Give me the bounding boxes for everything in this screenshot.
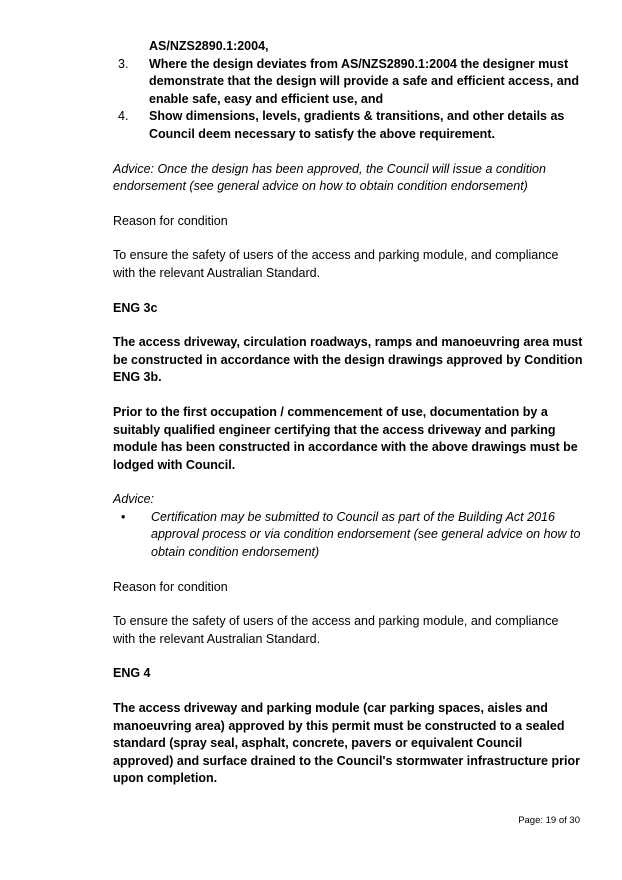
advice-paragraph: Advice: Once the design has been approved, the Council will issue a condition endorsement (see general advice on how to obtain condition endorsement)	[113, 161, 546, 194]
advice-label: Advice:	[113, 492, 154, 507]
list-number: 4.	[118, 109, 129, 124]
page-number: Page: 19 of 30	[518, 815, 580, 826]
list-item-3	[113, 56, 583, 109]
reason-heading: Reason for condition	[113, 579, 228, 594]
section-heading-eng3c: ENG 3c	[113, 300, 158, 315]
list-continuation: AS/NZS2890.1:2004,	[149, 39, 269, 53]
bullet-icon: •	[121, 509, 126, 524]
reason-text: To ensure the safety of users of the access and parking module, and compliance with the relevant Australian Standard.	[113, 248, 559, 280]
advice-bullet-text: Certification may be submitted to Council as part of the Building Act 2016 approval process or via condition endorsement (see general advice on how to obtain condition endorsement)	[151, 509, 581, 560]
list-text: Show dimensions, levels, gradients & transitions, and other details as Council deem necessary to satisfy the above requirement.	[149, 109, 565, 141]
eng4-paragraph: The access driveway and parking module (car parking spaces, aisles and manoeuvring area) approved by this permit must be constructed to a sealed standard (spray seal, asphalt, concrete, pavers or equivalent Council approved) and surface drained to the Council's stormwater infrastructure prior upon completion.	[113, 701, 580, 786]
list-number: 3.	[118, 56, 129, 71]
list-item-4	[113, 108, 583, 143]
eng3c-paragraph-2: Prior to the first occupation / commencement of use, documentation by a suitably qualified engineer certifying that the access driveway and parking module has been constructed in accordance with the above drawings must be lodged with Council.	[113, 404, 578, 472]
reason-heading: Reason for condition	[113, 213, 228, 228]
list-text: Where the design deviates from AS/NZS2890.1:2004 the designer must demonstrate that the design will provide a safe and efficient access, and enable safe, easy and efficient use, and	[149, 56, 579, 106]
document-page	[113, 38, 583, 788]
eng3c-paragraph-1: The access driveway, circulation roadways, ramps and manoeuvring area must be constructed in accordance with the design drawings approved by Condition ENG 3b.	[113, 335, 583, 385]
advice-bullet-item	[113, 509, 583, 562]
section-heading-eng4: ENG 4	[113, 666, 151, 681]
reason-text: To ensure the safety of users of the access and parking module, and compliance with the relevant Australian Standard.	[113, 614, 559, 646]
